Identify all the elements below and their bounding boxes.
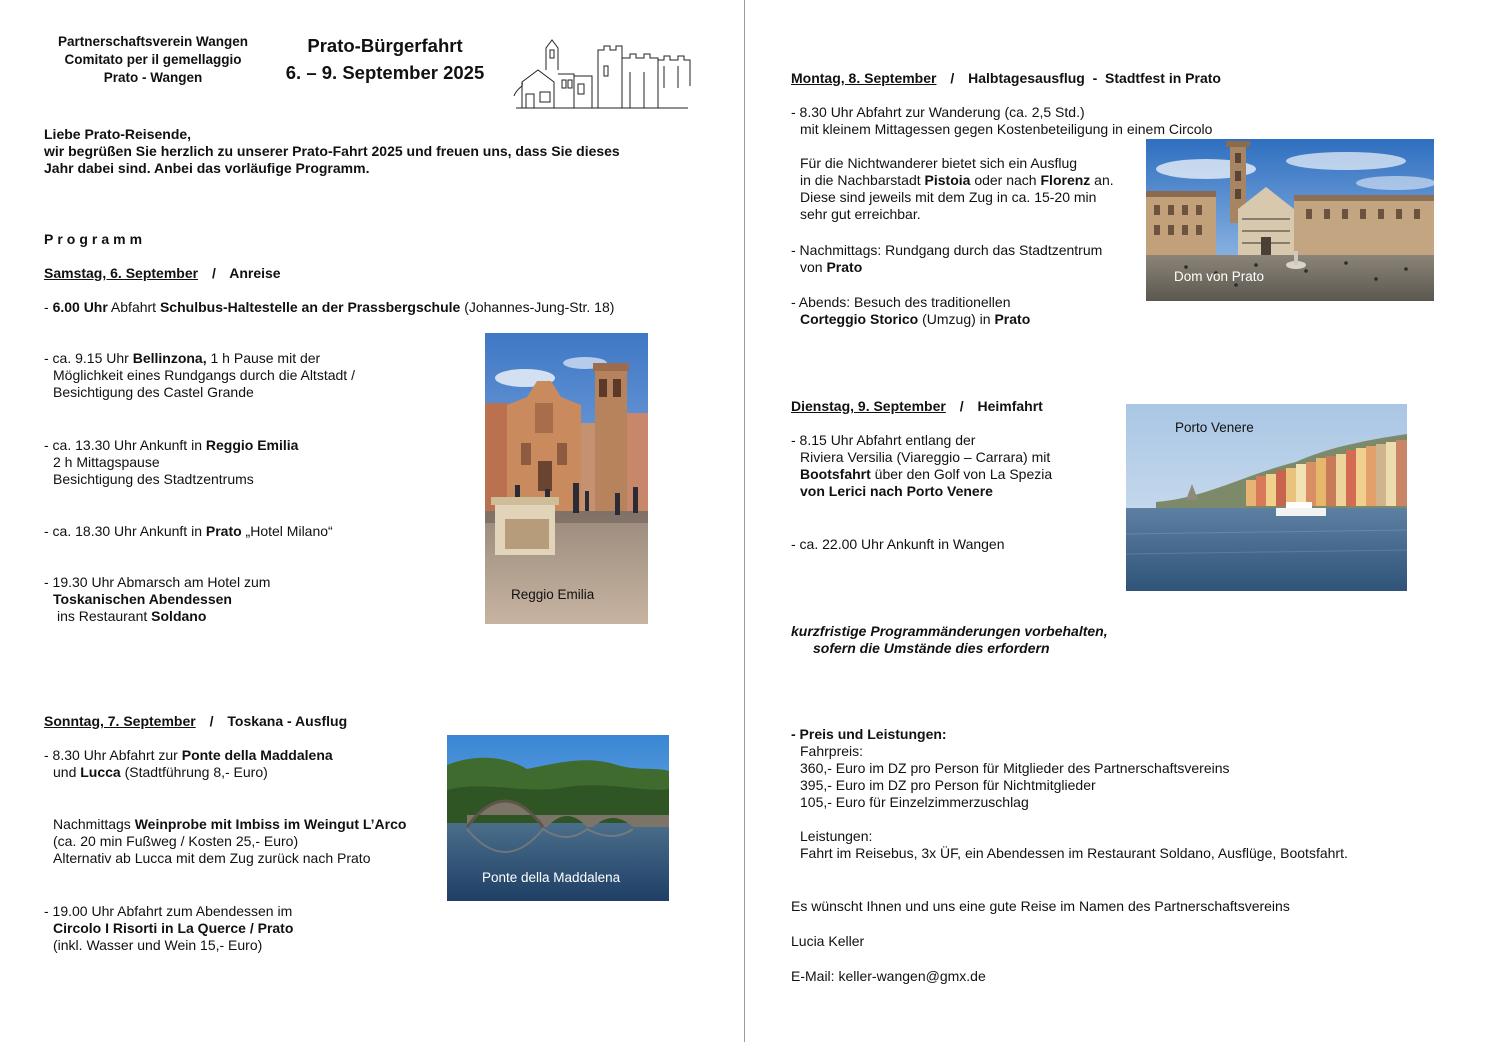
text: (ca. 20 min Fußweg / Kosten 25,- Euro) bbox=[53, 833, 299, 849]
prices-section bbox=[791, 726, 1348, 862]
day3-item-2 bbox=[800, 155, 1114, 223]
text: Diese sind jeweils mit dem Zug in ca. 15-20 min bbox=[800, 189, 1097, 205]
text: - 8.30 Uhr Abfahrt zur bbox=[44, 747, 182, 763]
text: Riviera Versilia (Viareggio – Carrara) mit bbox=[800, 449, 1051, 465]
fare-label: Fahrpreis: bbox=[800, 743, 864, 759]
text-bold: Weinprobe mit Imbiss im Weingut L’Arco bbox=[134, 816, 407, 832]
day4-item-2: - ca. 22.00 Uhr Ankunft in Wangen bbox=[791, 536, 1005, 552]
greeting-line-2: wir begrüßen Sie herzlich zu unserer Prato-Fahrt 2025 und freuen uns, dass Sie dieses bbox=[44, 143, 620, 159]
text: sehr gut erreichbar. bbox=[800, 206, 921, 222]
text: - 19.30 Uhr Abmarsch am Hotel zum bbox=[44, 574, 271, 590]
day4-item-1 bbox=[791, 432, 1052, 500]
day1-date: Samstag, 6. September bbox=[44, 265, 199, 281]
text: - 8.15 Uhr Abfahrt entlang der bbox=[791, 432, 976, 448]
text: - Nachmittags: Rundgang durch das Stadtzentrum bbox=[791, 242, 1103, 258]
text-bold: von Lerici nach Porto Venere bbox=[800, 483, 993, 499]
reggio-emilia-photo bbox=[485, 333, 648, 624]
text: 1 h Pause mit der bbox=[206, 350, 321, 366]
text: Besichtigung des Stadtzentrums bbox=[53, 471, 254, 487]
text: Nachmittags bbox=[53, 816, 135, 832]
text-bold: Florenz bbox=[1040, 172, 1091, 188]
contact-email[interactable]: E-Mail: keller-wangen@gmx.de bbox=[791, 968, 986, 984]
text-bold: Prato bbox=[994, 311, 1031, 327]
text-bold: Prato bbox=[205, 523, 242, 539]
organization-name bbox=[38, 33, 268, 87]
text: und bbox=[53, 764, 81, 780]
org-line-3: Prato - Wangen bbox=[103, 70, 203, 85]
text-bold: Ponte della Maddalena bbox=[181, 747, 333, 763]
text: Alternativ ab Lucca mit dem Zug zurück nach Prato bbox=[53, 850, 371, 866]
text: - Abends: Besuch des traditionellen bbox=[791, 294, 1011, 310]
day2-slash: / bbox=[209, 713, 214, 729]
text-bold: Soldano bbox=[151, 608, 207, 624]
ponte-della-maddalena-photo bbox=[447, 735, 669, 901]
org-line-2: Comitato per il gemellaggio bbox=[64, 52, 242, 67]
day3-date: Montag, 8. September bbox=[791, 70, 937, 86]
text: - ca. 13.30 Uhr Ankunft in bbox=[44, 437, 206, 453]
text: oder nach bbox=[970, 172, 1041, 188]
day2-item-3 bbox=[44, 903, 293, 954]
text: - bbox=[44, 299, 53, 315]
services-label: Leistungen: bbox=[800, 828, 873, 844]
text-bold: Schulbus-Haltestelle an der Prassbergschule bbox=[159, 299, 461, 315]
page-divider bbox=[744, 0, 745, 1042]
day2-item-1 bbox=[44, 747, 333, 781]
text: von bbox=[800, 259, 827, 275]
text: über den Golf von La Spezia bbox=[870, 466, 1053, 482]
day2-date: Sonntag, 7. September bbox=[44, 713, 196, 729]
text: ins Restaurant bbox=[57, 608, 152, 624]
day4-date: Dienstag, 9. September bbox=[791, 398, 946, 414]
day4-topic: Heimfahrt bbox=[977, 398, 1043, 414]
text: (Stadtführung 8,- Euro) bbox=[120, 764, 268, 780]
document-title bbox=[270, 32, 500, 86]
notice-line-1: kurzfristige Programmänderungen vorbehalten, bbox=[791, 623, 1108, 639]
price-line: 105,- Euro für Einzelzimmerzuschlag bbox=[800, 794, 1029, 810]
day3-item-4 bbox=[791, 294, 1030, 328]
text-bold: Reggio Emilia bbox=[205, 437, 299, 453]
day1-item-4 bbox=[44, 523, 333, 540]
text: Möglichkeit eines Rundgangs durch die Altstadt / bbox=[53, 367, 355, 383]
signature-name: Lucia Keller bbox=[791, 933, 865, 949]
day3-item-1 bbox=[791, 104, 1212, 138]
day4-slash: / bbox=[959, 398, 964, 414]
text-bold: Prato bbox=[826, 259, 863, 275]
day3-slash: / bbox=[950, 70, 955, 86]
day1-slash: / bbox=[211, 265, 216, 281]
day1-item-2 bbox=[44, 350, 355, 401]
text: mit kleinem Mittagessen gegen Kostenbeteiligung in einem Circolo bbox=[800, 121, 1213, 137]
text: Besichtigung des Castel Grande bbox=[53, 384, 254, 400]
org-line-1: Partnerschaftsverein Wangen bbox=[57, 34, 249, 49]
text: in die Nachbarstadt bbox=[800, 172, 925, 188]
program-heading: Programm bbox=[44, 231, 147, 247]
day1-item-3 bbox=[44, 437, 298, 488]
title-dates: 6. – 9. September 2025 bbox=[285, 62, 485, 83]
title-text: Prato-Bürgerfahrt bbox=[307, 35, 463, 56]
ponte-della-maddalena-caption: Ponte della Maddalena bbox=[482, 870, 621, 885]
day1-item-1 bbox=[44, 299, 614, 316]
day2-item-2 bbox=[53, 816, 406, 867]
text-bold: Toskanischen Abendessen bbox=[53, 591, 232, 607]
greeting bbox=[44, 126, 620, 177]
day2-heading bbox=[44, 713, 347, 730]
text: (Johannes-Jung-Str. 18) bbox=[460, 299, 615, 315]
text: an. bbox=[1090, 172, 1114, 188]
text-bold: Bootsfahrt bbox=[800, 466, 871, 482]
text: (inkl. Wasser und Wein 15,- Euro) bbox=[53, 937, 263, 953]
town-sketch-logo bbox=[512, 36, 694, 116]
text: - 19.00 Uhr Abfahrt zum Abendessen im bbox=[44, 903, 293, 919]
day4-heading bbox=[791, 398, 1043, 415]
text: „Hotel Milano“ bbox=[241, 523, 333, 539]
day3-topic: Halbtagesausflug - Stadtfest in Prato bbox=[968, 70, 1221, 86]
text: - ca. 9.15 Uhr bbox=[44, 350, 133, 366]
greeting-line-1: Liebe Prato-Reisende, bbox=[44, 126, 192, 142]
closing-wish: Es wünscht Ihnen und uns eine gute Reise im Namen des Partnerschaftsvereins bbox=[791, 898, 1290, 914]
program-change-notice bbox=[791, 623, 1108, 657]
day1-item-5 bbox=[44, 574, 270, 625]
dom-von-prato-photo bbox=[1146, 139, 1434, 301]
text-bold: Lucca bbox=[80, 764, 121, 780]
day2-topic: Toskana - Ausflug bbox=[227, 713, 348, 729]
notice-line-2: sofern die Umstände dies erfordern bbox=[813, 640, 1050, 656]
day3-heading bbox=[791, 70, 1221, 87]
text: Abfahrt bbox=[107, 299, 160, 315]
price-line: 360,- Euro im DZ pro Person für Mitglieder des Partnerschaftsvereins bbox=[800, 760, 1230, 776]
porto-venere-photo bbox=[1126, 404, 1407, 591]
text-bold: Corteggio Storico bbox=[800, 311, 919, 327]
services-text: Fahrt im Reisebus, 3x ÜF, ein Abendessen im Restaurant Soldano, Ausflüge, Bootsfahrt. bbox=[800, 845, 1348, 861]
text: - 8.30 Uhr Abfahrt zur Wanderung (ca. 2,5 Std.) bbox=[791, 104, 1085, 120]
greeting-line-3: Jahr dabei sind. Anbei das vorläufige Programm. bbox=[44, 160, 370, 176]
text-bold: Pistoia bbox=[924, 172, 971, 188]
dom-von-prato-caption: Dom von Prato bbox=[1174, 269, 1265, 284]
text-bold: Bellinzona, bbox=[132, 350, 207, 366]
prices-heading: - Preis und Leistungen: bbox=[791, 726, 947, 742]
day1-heading bbox=[44, 265, 281, 282]
text: - ca. 18.30 Uhr Ankunft in bbox=[44, 523, 206, 539]
text: (Umzug) in bbox=[918, 311, 995, 327]
day1-topic: Anreise bbox=[229, 265, 281, 281]
price-line: 395,- Euro im DZ pro Person für Nichtmitglieder bbox=[800, 777, 1096, 793]
text: Für die Nichtwanderer bietet sich ein Ausflug bbox=[800, 155, 1078, 171]
reggio-emilia-caption: Reggio Emilia bbox=[511, 587, 595, 602]
text: 2 h Mittagspause bbox=[53, 454, 160, 470]
porto-venere-caption: Porto Venere bbox=[1175, 420, 1254, 435]
text-bold: 6.00 Uhr bbox=[52, 299, 108, 315]
text-bold: Circolo I Risorti in La Querce / Prato bbox=[53, 920, 294, 936]
day3-item-3 bbox=[791, 242, 1102, 276]
